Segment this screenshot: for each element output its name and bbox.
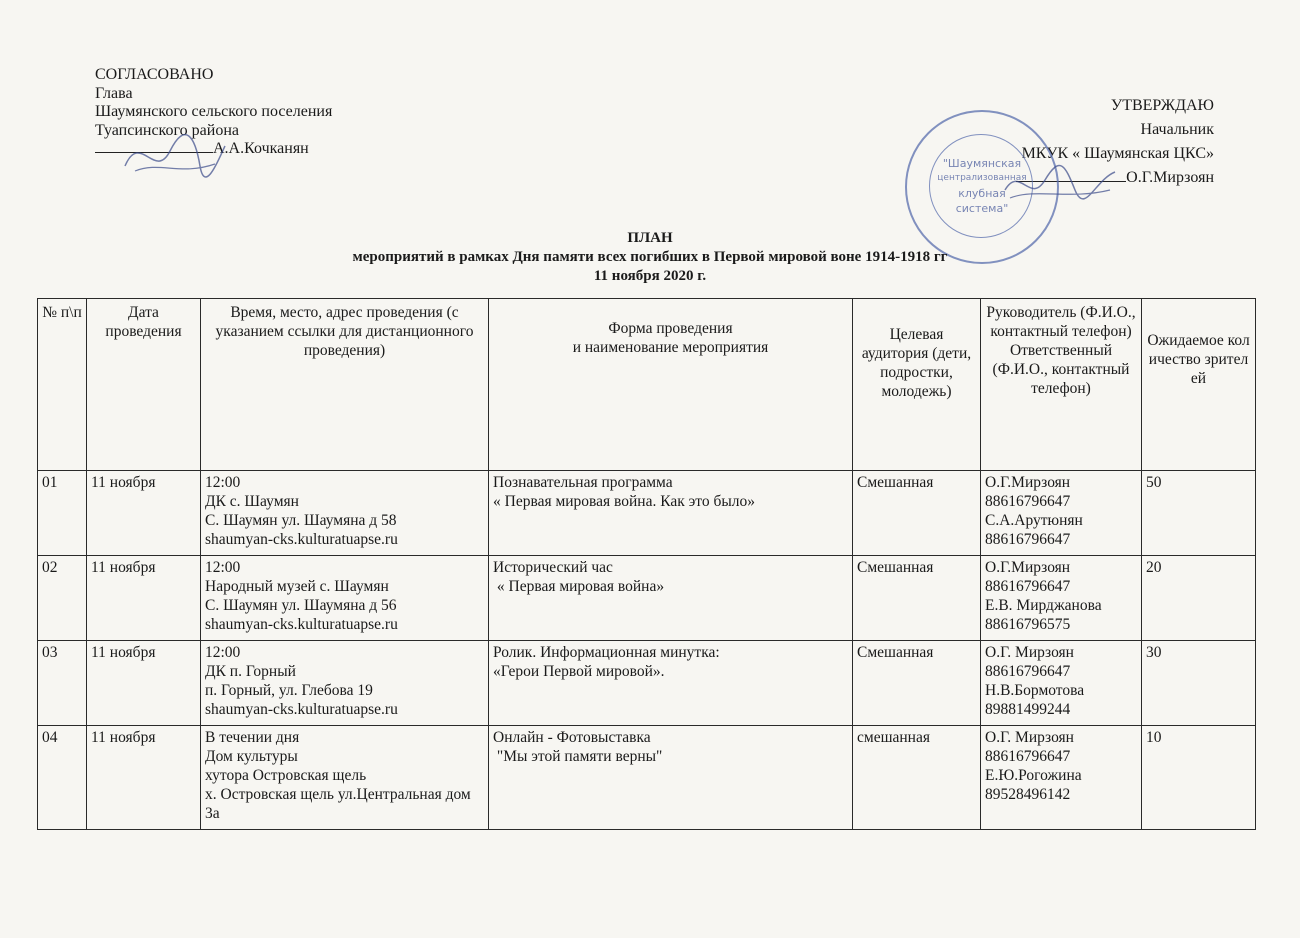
right-signature-scribble (1000, 160, 1120, 210)
responsible-line: Е.В. Мирджанова (985, 597, 1102, 614)
cell-expected: 20 (1142, 556, 1256, 641)
responsible-line: 88616796647 (985, 531, 1071, 548)
cell-num: 03 (38, 641, 87, 726)
place-link: shaumyan-cks.kulturatuapse.ru (205, 531, 398, 548)
responsible-line: 88616796647 (985, 663, 1071, 680)
header-num: № п\п (38, 299, 87, 471)
responsible-line: Е.Ю.Рогожина (985, 767, 1082, 784)
responsible-line: 88616796647 (985, 578, 1071, 595)
responsible-line: О.Г.Мирзоян (985, 559, 1071, 576)
approval-right-line1: Начальник (1140, 121, 1214, 138)
cell-date: 11 ноября (87, 556, 201, 641)
form-line: Познавательная программа (493, 474, 673, 491)
header-form-line1: Форма проведения (608, 320, 733, 337)
form-line: «Герои Первой мировой». (493, 663, 665, 680)
place-link: shaumyan-cks.kulturatuapse.ru (205, 616, 398, 633)
place-line: Народный музей с. Шаумян (205, 578, 389, 595)
cell-place (201, 641, 489, 726)
cell-num: 02 (38, 556, 87, 641)
form-line: Ролик. Информационная минутка: (493, 644, 720, 661)
stamp-line: клубная (958, 187, 1006, 200)
responsible-line: 88616796575 (985, 616, 1071, 633)
responsible-line: С.А.Арутюнян (985, 512, 1083, 529)
table-row (38, 726, 1256, 830)
cell-form (489, 471, 853, 556)
responsible-line: О.Г. Мирзоян (985, 644, 1074, 661)
cell-place (201, 471, 489, 556)
responsible-line: 89528496142 (985, 786, 1071, 803)
form-line: « Первая мировая война. Как это было» (493, 493, 756, 510)
approval-right-signer: О.Г.Мирзоян (1126, 169, 1214, 186)
left-signature-scribble (120, 126, 230, 186)
approval-left-line2: Шаумянского сельского поселения (95, 103, 333, 120)
header-form-line2: и наименование мероприятия (572, 339, 769, 356)
place-line: 12:00 (205, 644, 241, 661)
header-audience: Целевая аудитория (дети, подростки, молодежь) (853, 299, 981, 471)
cell-num: 01 (38, 471, 87, 556)
table-row (38, 556, 1256, 641)
approval-left-signer: А.А.Кочканян (213, 140, 309, 157)
header-responsible: Руководитель (Ф.И.О., контактный телефон) Ответственный (Ф.И.О., контактный телефон) (981, 299, 1142, 471)
cell-responsible (981, 641, 1142, 726)
responsible-line: Н.В.Бормотова (985, 682, 1085, 699)
place-line: С. Шаумян ул. Шаумяна д 58 (205, 512, 397, 529)
cell-audience: Смешанная (853, 556, 981, 641)
cell-audience: Смешанная (853, 471, 981, 556)
cell-expected: 50 (1142, 471, 1256, 556)
header-place: Время, место, адрес проведения (с указанием ссылки для дистанционного проведения) (201, 299, 489, 471)
table-header-row (38, 299, 1256, 471)
cell-responsible (981, 471, 1142, 556)
cell-num: 04 (38, 726, 87, 830)
document-subtitle: мероприятий в рамках Дня памяти всех погибших в Первой мировой воне 1914-1918 гг (352, 249, 948, 265)
place-line: 12:00 (205, 474, 241, 491)
place-line: Дом культуры (205, 748, 298, 765)
place-line: х. Островская щель ул.Центральная дом 3а (205, 786, 471, 822)
approval-right-heading: УТВЕРЖДАЮ (1110, 97, 1214, 114)
responsible-line: 88616796647 (985, 493, 1071, 510)
stamp-line: "Шаумянская (942, 157, 1022, 170)
place-link: shaumyan-cks.kulturatuapse.ru (205, 701, 398, 718)
cell-responsible (981, 726, 1142, 830)
stamp-line: централизованная (937, 173, 1027, 183)
cell-date: 11 ноября (87, 471, 201, 556)
table-row (38, 641, 1256, 726)
cell-form (489, 641, 853, 726)
form-line: Исторический час (493, 559, 613, 576)
place-line: С. Шаумян ул. Шаумяна д 56 (205, 597, 397, 614)
responsible-line: О.Г. Мирзоян (985, 729, 1074, 746)
header-expected: Ожидаемое количество зрителей (1142, 299, 1256, 471)
cell-expected: 30 (1142, 641, 1256, 726)
cell-place (201, 556, 489, 641)
cell-date: 11 ноября (87, 641, 201, 726)
cell-date: 11 ноября (87, 726, 201, 830)
table-row (38, 471, 1256, 556)
cell-audience: Смешанная (853, 641, 981, 726)
place-line: В течении дня (205, 729, 300, 746)
document-title-block (0, 229, 1300, 286)
responsible-line: 89881499244 (985, 701, 1071, 718)
form-line: « Первая мировая война» (493, 578, 665, 595)
cell-audience: смешанная (853, 726, 981, 830)
approval-left-line3: Туапсинского района (95, 121, 239, 139)
document-date: 11 ноября 2020 г. (593, 268, 707, 284)
form-line: "Мы этой памяти верны" (493, 748, 663, 765)
place-line: хутора Островская щель (205, 767, 367, 784)
stamp-line: система" (955, 202, 1009, 215)
place-line: 12:00 (205, 559, 241, 576)
place-line: п. Горный, ул. Глебова 19 (205, 682, 373, 699)
cell-responsible (981, 556, 1142, 641)
responsible-line: 88616796647 (985, 748, 1071, 765)
approval-left-line1: Глава (95, 84, 133, 102)
approval-right-line2: МКУК « Шаумянская ЦКС» (1021, 145, 1214, 162)
header-date: Дата проведения (87, 299, 201, 471)
cell-form (489, 556, 853, 641)
form-line: Онлайн - Фотовыставка (493, 729, 651, 746)
place-line: ДК с. Шаумян (205, 493, 299, 510)
header-form (489, 299, 853, 471)
cell-place (201, 726, 489, 830)
place-line: ДК п. Горный (205, 663, 296, 680)
cell-form (489, 726, 853, 830)
document-title: ПЛАН (627, 230, 673, 246)
approval-left-heading: СОГЛАСОВАНО (95, 66, 214, 83)
events-table (37, 298, 1256, 830)
cell-expected: 10 (1142, 726, 1256, 830)
responsible-line: О.Г.Мирзоян (985, 474, 1071, 491)
